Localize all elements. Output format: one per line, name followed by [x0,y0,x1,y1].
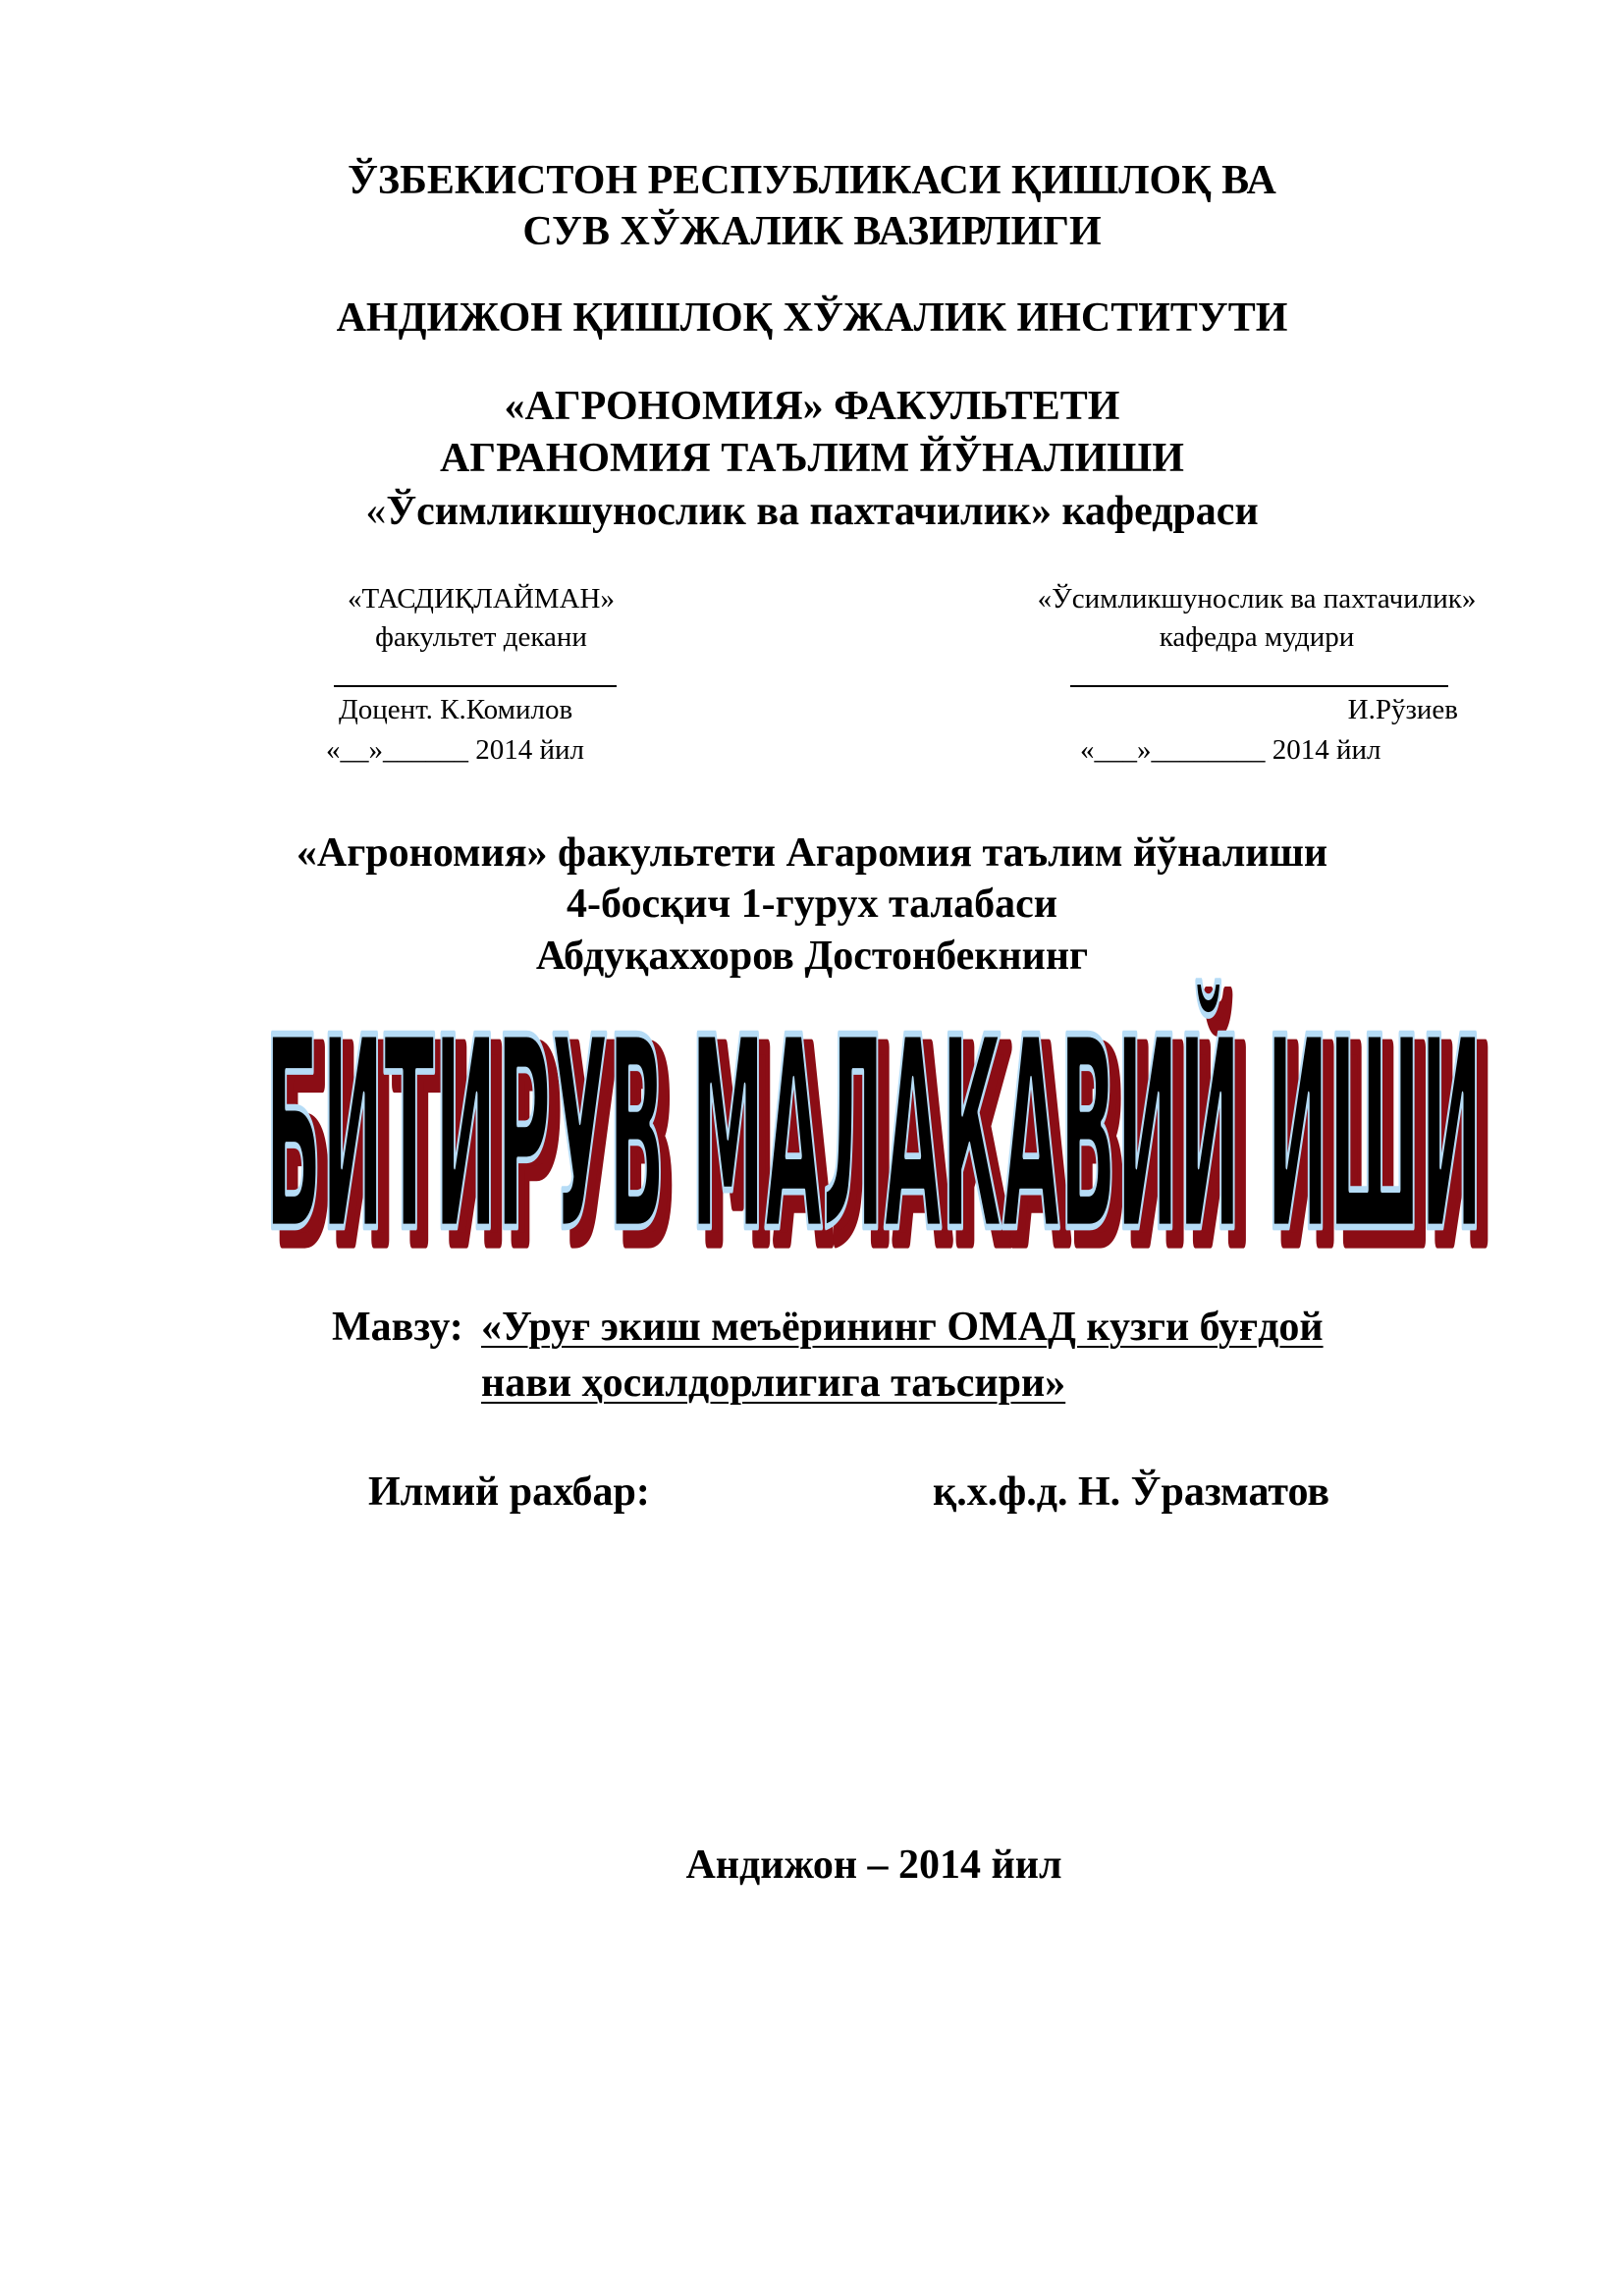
approval-left-signature-line [334,685,617,687]
faculty-title: «АГРОНОМИЯ» ФАКУЛЬТЕТИ [504,384,1120,429]
approval-right-date: «___»________ 2014 йил [1080,734,1381,766]
topic-line-1: «Уруғ экиш меъёрининг ОМАД кузги буғдой [481,1305,1324,1350]
ministry-line-2: СУВ ХЎЖАЛИК ВАЗИРЛИГИ [522,209,1102,254]
supervisor-label: Илмий рахбар: [368,1469,650,1515]
approval-left-date: «__»______ 2014 йил [326,734,585,766]
department-name: Ўсимликшунослик ва пахтачилик» кафедраси [386,489,1259,534]
city-year-footer: Андижон – 2014 йил [685,1842,1062,1888]
supervisor-name: қ.х.ф.д. Н. Ўразматов [933,1469,1330,1515]
student-group-line: 4-босқич 1-гурух талабаси [567,881,1057,927]
thesis-banner [236,962,1512,1276]
topic-line-2: нави ҳосилдорлигига таъсири» [481,1361,1066,1406]
banner-title-shadow: БИТИРУВ МАЛАКАВИЙ ИШИ [275,994,1492,1276]
direction-title: АГРАНОМИЯ ТАЪЛИМ ЙЎНАЛИШИ [440,436,1184,481]
approval-left-title: «ТАСДИҚЛАЙМАН» [348,583,615,614]
approval-right-title: «Ўсимликшунослик ва пахтачилик» [1037,583,1477,614]
topic-label: Мавзу: [332,1305,463,1350]
approval-left-name: Доцент. К.Комилов [339,694,573,725]
approval-right-name: И.Рўзиев [1347,694,1458,725]
department-title [0,488,1624,535]
approval-right-role: кафедра мудири [1159,621,1355,653]
banner-title: БИТИРУВ МАЛАКАВИЙ ИШИ [264,981,1483,1276]
department-quote: « [365,489,387,534]
student-faculty-line: «Агрономия» факультети Агаромия таълим йўналиши [296,830,1328,876]
ministry-line-1: ЎЗБЕКИСТОН РЕСПУБЛИКАСИ ҚИШЛОҚ ВА [348,158,1276,203]
approval-right-signature-line [1070,685,1448,687]
institute-title: АНДИЖОН ҚИШЛОҚ ХЎЖАЛИК ИНСТИТУТИ [336,295,1288,341]
student-name-line: Абдуқаххоров Достонбекнинг [535,934,1089,979]
approval-left-role: факультет декани [375,621,587,653]
